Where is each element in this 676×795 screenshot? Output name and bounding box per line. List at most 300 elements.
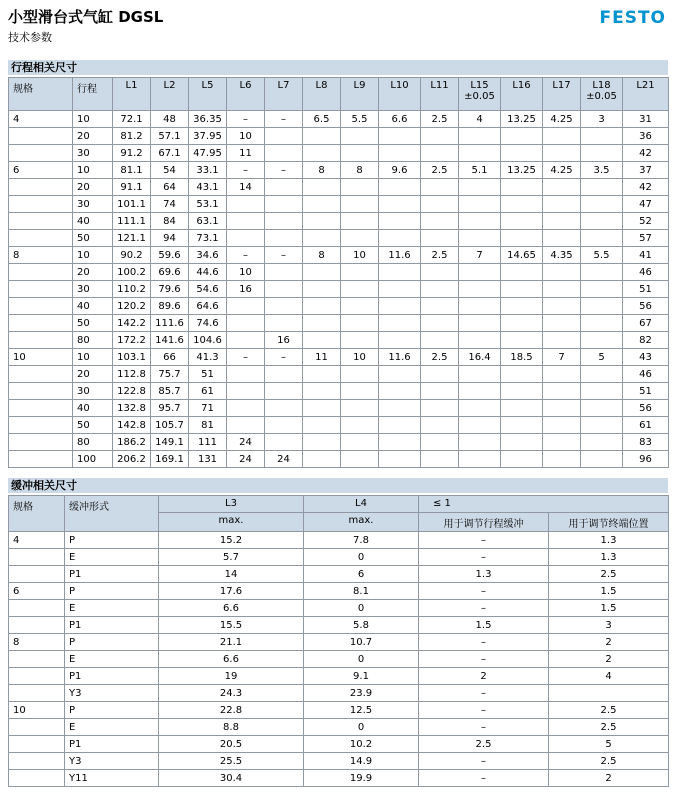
cell [379,332,421,349]
cell: 142.2 [113,315,151,332]
cell: 3 [549,617,669,634]
cell [303,434,341,451]
page-subtitle: 技术参数 [8,31,52,44]
cell [227,332,265,349]
cell: 52 [623,213,669,230]
cell: 37.95 [189,128,227,145]
cell [379,230,421,247]
cell: 3 [581,111,623,128]
cell [581,213,623,230]
cell: 10 [341,247,379,264]
cell [341,366,379,383]
cell [9,451,73,468]
cell: 1.5 [549,600,669,617]
cell: 51 [623,383,669,400]
cell: 36 [623,128,669,145]
cell [341,451,379,468]
cell: 19 [159,668,304,685]
cell [501,417,543,434]
cell: 59.6 [151,247,189,264]
table-row [9,230,669,247]
cell: 6.6 [379,111,421,128]
table-row [9,702,669,719]
cell: 53.1 [189,196,227,213]
table-row [9,179,669,196]
cell: 172.2 [113,332,151,349]
cell: 4.25 [543,111,581,128]
cell [227,315,265,332]
cell [303,230,341,247]
table-row [9,668,669,685]
cell [303,213,341,230]
cell: 42 [623,145,669,162]
cell: 16 [265,332,303,349]
column-header: L10 [379,78,421,111]
cell: – [227,247,265,264]
table-row [9,145,669,162]
cell [581,451,623,468]
cell: 36.35 [189,111,227,128]
cell [459,128,501,145]
cell [9,549,65,566]
cell: 19.9 [304,770,419,787]
cell: 61 [623,417,669,434]
cell [303,400,341,417]
cell [581,434,623,451]
table-row [9,400,669,417]
cell: 21.1 [159,634,304,651]
column-header-l3: L3 [159,496,304,513]
column-header: L17 [543,78,581,111]
cell: 71 [189,400,227,417]
column-header-cushion-type: 缓冲形式 [65,496,159,532]
cell: 61 [189,383,227,400]
cell: – [419,600,549,617]
cell: 12.5 [304,702,419,719]
cell: 0 [304,549,419,566]
cell: 2.5 [421,162,459,179]
cell: 30.4 [159,770,304,787]
cell [501,366,543,383]
cell: 8.8 [159,719,304,736]
cell: – [227,162,265,179]
cell: 14 [159,566,304,583]
cell: – [419,549,549,566]
cell: 54 [151,162,189,179]
cell [379,196,421,213]
cell: 33.1 [189,162,227,179]
cell: – [265,111,303,128]
cell [421,230,459,247]
cell [421,451,459,468]
cell: 81.2 [113,128,151,145]
table-row [9,549,669,566]
cell [9,281,73,298]
cell: – [419,702,549,719]
cell: 43.1 [189,179,227,196]
cell: P1 [65,617,159,634]
cell: 47 [623,196,669,213]
cell [581,264,623,281]
cell: 20 [73,366,113,383]
cell: 84 [151,213,189,230]
cell [227,366,265,383]
cell: E [65,651,159,668]
cell [303,196,341,213]
cell: 11 [303,349,341,366]
cell: – [419,651,549,668]
title-block [8,8,163,45]
cell: 105.7 [151,417,189,434]
cell: P [65,702,159,719]
cell [421,196,459,213]
cell: 2 [549,634,669,651]
cell [549,685,669,702]
cell: 57 [623,230,669,247]
cell [9,315,73,332]
cell [379,451,421,468]
table-row [9,247,669,264]
cell [265,145,303,162]
cell [581,145,623,162]
cell [421,213,459,230]
cell [303,366,341,383]
cell [459,264,501,281]
cell [265,264,303,281]
cell: 72.1 [113,111,151,128]
cell: 51 [623,281,669,298]
cell [303,332,341,349]
cell [501,264,543,281]
cell: 15.2 [159,532,304,549]
cell: 75.7 [151,366,189,383]
cell [265,434,303,451]
cell [341,434,379,451]
table-row [9,383,669,400]
cell [9,651,65,668]
cell [265,366,303,383]
cell: 57.1 [151,128,189,145]
cell [303,145,341,162]
cell: 10 [9,349,73,366]
cell: 25.5 [159,753,304,770]
cell: 104.6 [189,332,227,349]
cell: 50 [73,417,113,434]
cell: – [419,583,549,600]
cell [9,298,73,315]
cell: 5.5 [341,111,379,128]
cell: 40 [73,298,113,315]
cell: 5.1 [459,162,501,179]
cell [421,315,459,332]
cell [9,617,65,634]
cell [581,417,623,434]
table-row [9,736,669,753]
cell [421,417,459,434]
cell [501,196,543,213]
cell: 54.6 [189,281,227,298]
cell: 10.2 [304,736,419,753]
table-row [9,315,669,332]
cell: 111.1 [113,213,151,230]
column-header: L18 ±0.05 [581,78,623,111]
cell: P1 [65,566,159,583]
column-header: L7 [265,78,303,111]
cell [379,434,421,451]
cell: 141.6 [151,332,189,349]
column-header-hex-key-icon: ≤ 1 [419,496,669,513]
cell [379,281,421,298]
cell [543,196,581,213]
cell: 11.6 [379,349,421,366]
cell [459,383,501,400]
cell [379,264,421,281]
cell: 79.6 [151,281,189,298]
cell [379,366,421,383]
cell: 2.5 [421,349,459,366]
cell: 5.8 [304,617,419,634]
column-header: L9 [341,78,379,111]
cell [341,264,379,281]
cell [227,213,265,230]
cell: 50 [73,315,113,332]
cell: 14.65 [501,247,543,264]
cell [227,298,265,315]
cell: 20.5 [159,736,304,753]
column-header: L21 [623,78,669,111]
cell [9,128,73,145]
cell [421,264,459,281]
column-header: L16 [501,78,543,111]
cell [501,128,543,145]
table-row [9,298,669,315]
table-row [9,128,669,145]
cell [341,145,379,162]
cell [581,332,623,349]
cell: 81 [189,417,227,434]
cell [9,366,73,383]
cell [379,400,421,417]
cell [421,434,459,451]
cell [421,400,459,417]
cell [459,400,501,417]
cell [227,400,265,417]
cell: 2 [419,668,549,685]
cell [501,434,543,451]
cell [9,685,65,702]
table-row [9,162,669,179]
cell: 7 [459,247,501,264]
cell: 1.5 [549,583,669,600]
cell [303,128,341,145]
festo-logo: FESTO [599,8,666,28]
cell [227,196,265,213]
cell: – [419,532,549,549]
cell: E [65,719,159,736]
cell [459,230,501,247]
cell: 110.2 [113,281,151,298]
cell: 10 [73,111,113,128]
cell: 66 [151,349,189,366]
cell: 100.2 [113,264,151,281]
table-row [9,332,669,349]
cell: 2.5 [421,111,459,128]
column-header: L1 [113,78,151,111]
cell: 132.8 [113,400,151,417]
cell [265,417,303,434]
cell: P1 [65,736,159,753]
cell: 9.1 [304,668,419,685]
cell: 95.7 [151,400,189,417]
cell [9,230,73,247]
cell: 101.1 [113,196,151,213]
cell [543,315,581,332]
cell: 0 [304,651,419,668]
cell [9,400,73,417]
table-row [9,719,669,736]
cell [341,196,379,213]
cell: 8 [341,162,379,179]
page-title: 小型滑台式气缸 DGSL [8,8,164,26]
cell [227,417,265,434]
cell: 1.3 [419,566,549,583]
cell [421,332,459,349]
cell: P [65,532,159,549]
cell: 46 [623,264,669,281]
cell [341,400,379,417]
cell: 18.5 [501,349,543,366]
column-header-l4: L4 [304,496,419,513]
cell: 16 [227,281,265,298]
cell [9,179,73,196]
cell: 56 [623,400,669,417]
cell [265,315,303,332]
cell [379,417,421,434]
cell [265,298,303,315]
cell [581,383,623,400]
cell: – [419,719,549,736]
stroke-dimensions-table [8,77,669,468]
cell: 0 [304,600,419,617]
cell: 5 [581,349,623,366]
cell: 149.1 [151,434,189,451]
cell: 13.25 [501,162,543,179]
cell: 2 [549,770,669,787]
cell [303,383,341,400]
cell: 31 [623,111,669,128]
cell [341,179,379,196]
cell [459,281,501,298]
cell: 37 [623,162,669,179]
cell: 82 [623,332,669,349]
cell: 111 [189,434,227,451]
cell [9,196,73,213]
cell [581,196,623,213]
cell: 5.7 [159,549,304,566]
cell: 80 [73,434,113,451]
cell [9,770,65,787]
cell: 6.5 [303,111,341,128]
cell: – [419,770,549,787]
cell [543,451,581,468]
table-row [9,264,669,281]
cell [459,196,501,213]
cell: 96 [623,451,669,468]
cell [9,383,73,400]
cell: 64 [151,179,189,196]
cell: 30 [73,145,113,162]
cell [9,566,65,583]
cell [9,600,65,617]
cell: 6.6 [159,651,304,668]
cell: 142.8 [113,417,151,434]
table-row [9,617,669,634]
cell [459,417,501,434]
cell [459,332,501,349]
page-header [8,8,668,45]
cell [379,179,421,196]
cell: 121.1 [113,230,151,247]
cell [341,298,379,315]
cell [543,145,581,162]
cell: 74 [151,196,189,213]
cell [581,128,623,145]
cell: 40 [73,213,113,230]
cell: 5 [549,736,669,753]
cell [265,128,303,145]
cell [501,332,543,349]
cell: 8 [303,162,341,179]
cell [459,213,501,230]
cell: 2.5 [549,719,669,736]
cell: 10 [227,264,265,281]
cell: 0 [304,719,419,736]
cell: 17.6 [159,583,304,600]
cell: 8 [9,247,73,264]
cell [341,213,379,230]
table-row [9,566,669,583]
column-header: L2 [151,78,189,111]
cell: – [419,685,549,702]
cell [501,230,543,247]
cell: 2.5 [549,566,669,583]
cell [543,366,581,383]
cell: 24 [227,451,265,468]
table-row [9,451,669,468]
cell: 206.2 [113,451,151,468]
column-header-size: 规格 [9,496,65,532]
cell: Y3 [65,685,159,702]
cell: 44.6 [189,264,227,281]
cell: 1.3 [549,549,669,566]
table-row [9,532,669,549]
cell [543,281,581,298]
cell: 112.8 [113,366,151,383]
cell: 4.25 [543,162,581,179]
cell: – [419,753,549,770]
cell [581,179,623,196]
cell [543,400,581,417]
cell: 11 [227,145,265,162]
cell [543,298,581,315]
cell: 8 [9,634,65,651]
cell: 30 [73,281,113,298]
cell: 50 [73,230,113,247]
cell: 74.6 [189,315,227,332]
cell: 34.6 [189,247,227,264]
cell: 20 [73,264,113,281]
cell: 14.9 [304,753,419,770]
